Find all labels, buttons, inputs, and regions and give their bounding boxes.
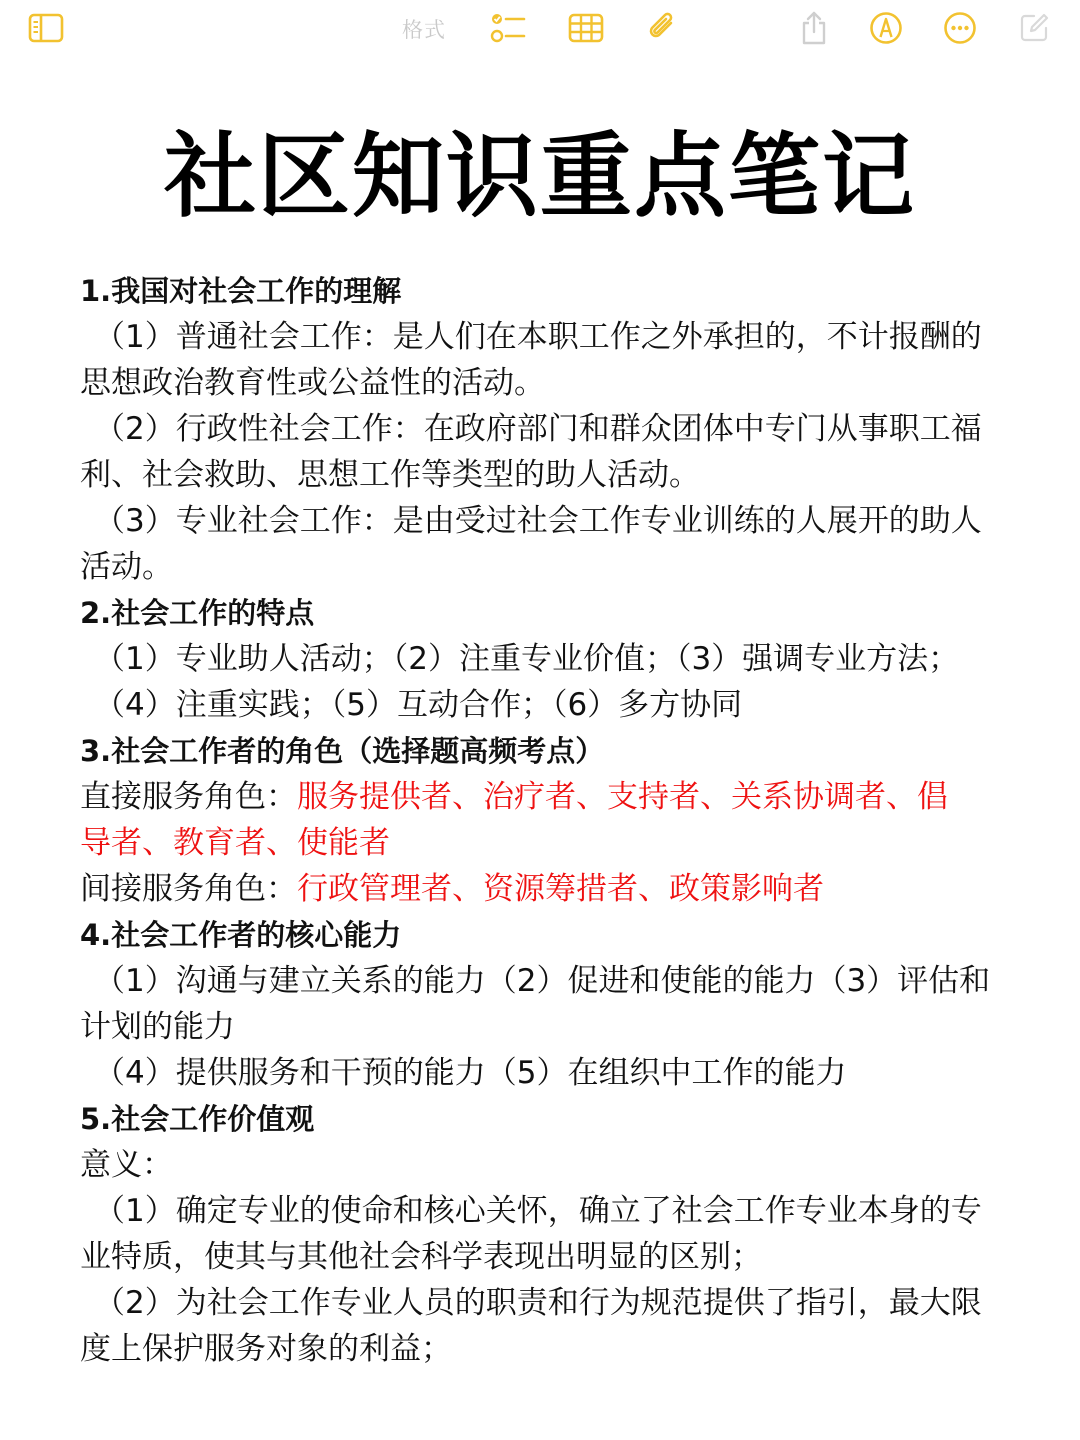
section-heading-5: 5.社会工作价值观 — [80, 1102, 315, 1136]
compose-icon — [1018, 12, 1050, 44]
direct-roles-line — [80, 774, 1000, 820]
checklist-icon — [490, 11, 526, 45]
note-line: 业特质，使其与其他社会科学表现出明显的区别； — [80, 1239, 762, 1275]
section-heading-4: 4.社会工作者的核心能力 — [80, 918, 402, 952]
checklist-button[interactable] — [488, 8, 528, 48]
note-line: （1）沟通与建立关系的能力（2）促进和使能的能力（3）评估和 — [94, 963, 991, 999]
indirect-roles-line — [80, 866, 1000, 912]
markup-pen-icon — [869, 11, 903, 45]
note-line: 活动。 — [80, 549, 173, 585]
attachment-button[interactable] — [642, 8, 682, 48]
note-line: （4）提供服务和干预的能力（5）在组织中工作的能力 — [94, 1055, 847, 1091]
note-title: 社区知识重点笔记 — [163, 123, 916, 230]
share-button[interactable] — [794, 8, 834, 48]
note-line: 利、社会救助、思想工作等类型的助人活动。 — [80, 457, 700, 493]
markup-button[interactable] — [866, 8, 906, 48]
note-line: （2）为社会工作专业人员的职责和行为规范提供了指引，最大限 — [94, 1285, 982, 1321]
note-line: 思想政治教育性或公益性的活动。 — [80, 365, 545, 401]
note-body[interactable] — [80, 268, 1000, 1372]
direct-roles-line-2 — [80, 820, 1000, 866]
more-button[interactable] — [940, 8, 980, 48]
compose-button[interactable] — [1014, 8, 1054, 48]
note-line: （1）确定专业的使命和核心关怀，确立了社会工作专业本身的专 — [94, 1193, 982, 1229]
indirect-roles-label: 间接服务角色： — [80, 871, 297, 907]
sidebar-icon — [28, 13, 64, 43]
indirect-roles-highlight: 行政管理者、资源筹措者、政策影响者 — [297, 871, 824, 907]
note-line: （1）普通社会工作：是人们在本职工作之外承担的，不计报酬的 — [94, 319, 982, 355]
more-icon — [943, 11, 977, 45]
note-line: 意义： — [80, 1147, 173, 1183]
section-heading-2: 2.社会工作的特点 — [80, 596, 315, 630]
format-button[interactable]: 格式 — [402, 18, 446, 42]
notes-toolbar — [0, 0, 1080, 56]
section-heading-1: 1.我国对社会工作的理解 — [80, 274, 402, 308]
sidebar-toggle-button[interactable] — [26, 8, 66, 48]
section-heading-3: 3.社会工作者的角色（选择题高频考点） — [80, 734, 605, 768]
note-line: （3）专业社会工作：是由受过社会工作专业训练的人展开的助人 — [94, 503, 982, 539]
note-line: 计划的能力 — [80, 1009, 235, 1045]
attachment-icon — [646, 10, 678, 46]
direct-roles-highlight: 服务提供者、治疗者、支持者、关系协调者、倡 — [297, 779, 948, 815]
direct-roles-label: 直接服务角色： — [80, 779, 297, 815]
note-line: （1）专业助人活动；（2）注重专业价值；（3）强调专业方法； — [94, 641, 960, 677]
note-line: 度上保护服务对象的利益； — [80, 1331, 452, 1367]
share-icon — [799, 10, 829, 46]
table-icon — [568, 13, 604, 43]
table-button[interactable] — [566, 8, 606, 48]
direct-roles-highlight: 导者、教育者、使能者 — [80, 825, 390, 861]
note-line: （2）行政性社会工作：在政府部门和群众团体中专门从事职工福 — [94, 411, 982, 447]
note-line: （4）注重实践；（5）互动合作；（6）多方协同 — [94, 687, 743, 723]
